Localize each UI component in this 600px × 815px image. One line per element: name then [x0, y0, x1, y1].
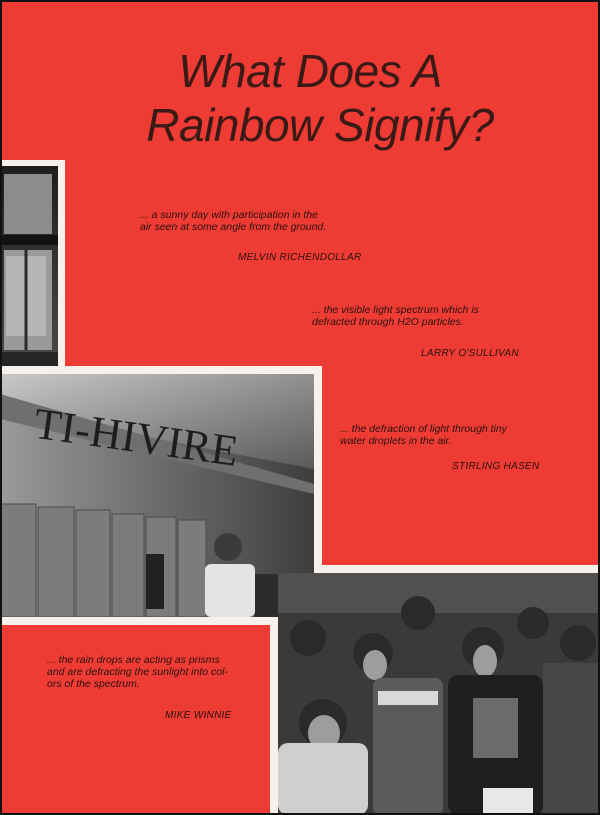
border-bar [314, 565, 600, 573]
page-title-line-1: What Does A [178, 45, 442, 97]
quote-author: LARRY O'SULLIVAN [421, 348, 519, 359]
quote-line: ... the visible light spectrum which is [312, 304, 479, 316]
photo-window [0, 166, 58, 366]
border-bar [270, 617, 278, 815]
quote-line: ... the rain drops are acting as prisms [47, 654, 220, 666]
quote-text [140, 209, 326, 233]
quote-line: ... a sunny day with participation in the [140, 209, 319, 221]
quote-line: ... the defraction of light through tiny [340, 423, 507, 435]
quote-author: MELVIN RICHENDOLLAR [238, 252, 362, 263]
photo-students-art [278, 573, 600, 815]
quote-line: ors of the spectrum. [47, 678, 140, 690]
quote-line: air seen at some angle from the ground. [140, 221, 327, 233]
border-bar [314, 366, 322, 571]
border-bar [58, 160, 65, 370]
quote-text [340, 423, 507, 447]
quote-line: and are defracting the sunlight into col- [47, 666, 228, 678]
quote-text [47, 654, 228, 690]
border-bar [0, 617, 278, 625]
border-bar [0, 366, 322, 374]
photo-window-art [0, 166, 58, 366]
quote-author: MIKE WINNIE [165, 710, 232, 721]
photo-hallway-art [0, 374, 314, 617]
quote-line: water droplets in the air. [340, 435, 452, 447]
quote-text [312, 304, 479, 328]
svg-text:TI-HIVIRE: TI-HIVIRE [31, 398, 242, 476]
quote-author: STIRLING HASEN [452, 461, 540, 472]
quote-line: defracted through H2O particles. [312, 316, 464, 328]
photo-students-group [278, 573, 600, 815]
photo-hallway-lockers [0, 374, 314, 617]
page-title-line-2: Rainbow Signify? [146, 99, 494, 151]
